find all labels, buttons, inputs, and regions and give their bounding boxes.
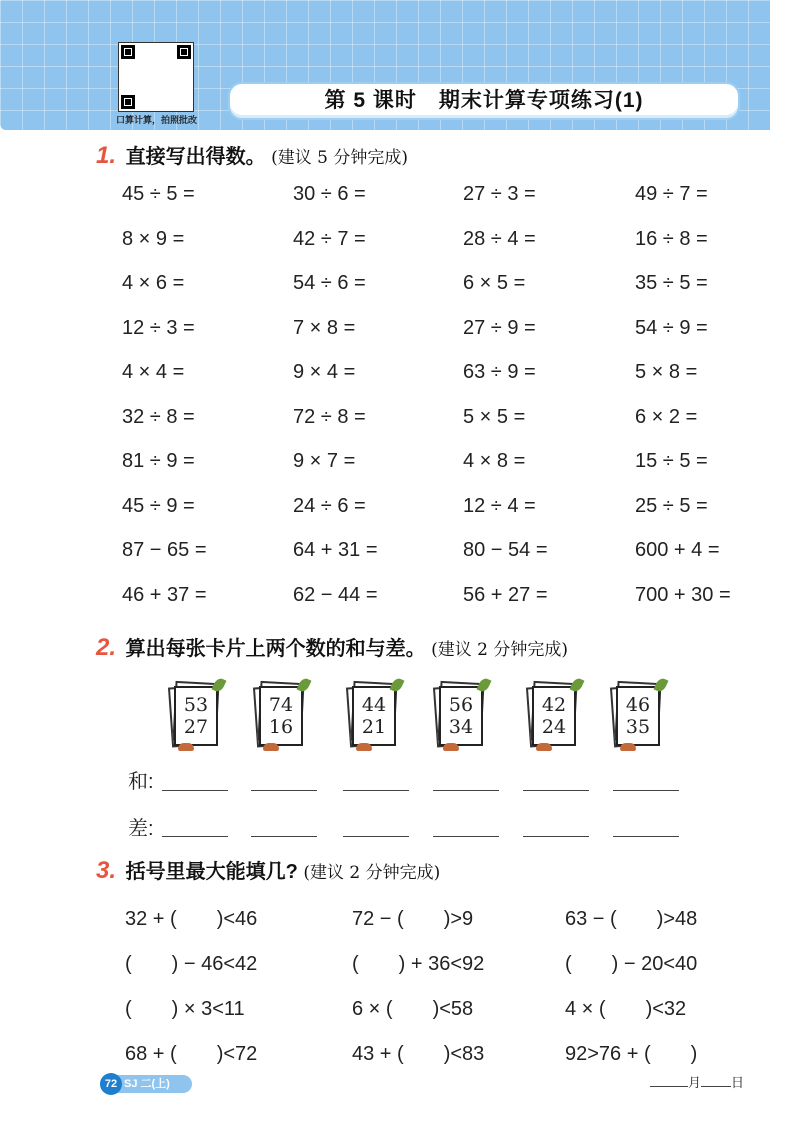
section3-hint: (建议 2 分钟完成) — [303, 863, 441, 883]
problem-row — [0, 183, 800, 213]
card-face — [352, 686, 396, 746]
day-blank[interactable] — [701, 1086, 731, 1087]
diff-label: 差: — [128, 818, 154, 840]
problem-item: 49 ÷ 7 = — [635, 183, 708, 205]
problem-item: 45 ÷ 9 = — [122, 494, 195, 517]
problem-item: 5 × 8 = — [635, 361, 698, 383]
problem-item: 9 × 4 = — [293, 361, 356, 383]
problem-item: 4 × 8 = — [463, 450, 526, 472]
problem-item: 24 ÷ 6 = — [293, 494, 366, 517]
problem-row — [0, 317, 800, 347]
problem-item: 4 × 6 = — [122, 272, 185, 294]
comparison-item[interactable]: 43 + ( )<83 — [352, 1043, 485, 1065]
card-face — [616, 686, 660, 746]
comparison-item[interactable]: ( ) × 3<11 — [125, 998, 245, 1020]
card-bottom-number: 27 — [183, 716, 209, 738]
diff-blank[interactable] — [162, 836, 228, 837]
problem-item: 46 + 37 = — [122, 583, 207, 606]
problem-row — [0, 228, 800, 258]
problem-item: 7 × 8 = — [293, 316, 356, 339]
comparison-row — [0, 992, 800, 1022]
problem-item: 6 × 5 = — [463, 272, 526, 294]
edition-badge: SJ 二(上) — [100, 1075, 192, 1093]
card-top-number: 56 — [448, 694, 474, 716]
card-top-number: 44 — [361, 694, 387, 716]
snail-icon — [620, 743, 636, 751]
comparison-item[interactable]: 63 − ( )>48 — [565, 908, 698, 930]
number-card — [435, 682, 487, 748]
diff-blank[interactable] — [343, 836, 409, 837]
problem-item: 54 ÷ 9 = — [635, 316, 708, 339]
sum-blank[interactable] — [523, 790, 589, 791]
section2-hint: (建议 2 分钟完成) — [431, 640, 569, 660]
problem-item: 700 + 30 = — [635, 583, 731, 606]
card-face — [532, 686, 576, 746]
diff-blank[interactable] — [613, 836, 679, 837]
problem-item: 9 × 7 = — [293, 450, 356, 472]
problem-item: 4 × 4 = — [122, 361, 185, 383]
comparison-item[interactable]: 6 × ( )<58 — [352, 998, 474, 1020]
comparison-item[interactable]: 32 + ( )<46 — [125, 908, 258, 930]
problem-item: 72 ÷ 8 = — [293, 405, 366, 428]
card-top-number: 46 — [625, 694, 651, 716]
qr-caption: 口算计算，拍照批改 — [116, 115, 198, 125]
section2-number: 2. — [96, 634, 117, 661]
sum-blank[interactable] — [162, 790, 228, 791]
snail-icon — [263, 743, 279, 751]
sum-blank[interactable] — [613, 790, 679, 791]
card-top-number: 42 — [541, 694, 567, 716]
card-bottom-number: 16 — [268, 716, 294, 738]
problem-item: 6 × 2 = — [635, 405, 698, 428]
qr-finder — [177, 45, 191, 59]
problem-item: 12 ÷ 3 = — [122, 316, 195, 339]
card-face — [439, 686, 483, 746]
qr-finder — [121, 95, 135, 109]
section3-label: 括号里最大能填几? — [125, 861, 298, 883]
section1-label: 直接写出得数。 — [125, 146, 266, 168]
problem-item: 27 ÷ 9 = — [463, 316, 536, 339]
problem-item: 15 ÷ 5 = — [635, 450, 708, 472]
month-label: 月 — [688, 1075, 702, 1090]
diff-blank[interactable] — [433, 836, 499, 837]
day-label: 日 — [731, 1075, 745, 1090]
snail-icon — [356, 743, 372, 751]
number-card — [528, 682, 580, 748]
number-card — [348, 682, 400, 748]
problem-item: 45 ÷ 5 = — [122, 183, 195, 205]
card-bottom-number: 24 — [541, 716, 567, 738]
comparison-item[interactable]: ( ) + 36<92 — [352, 953, 485, 975]
problem-item: 28 ÷ 4 = — [463, 227, 536, 250]
page-title: 第 5 课时 期末计算专项练习(1) — [228, 82, 740, 120]
problem-item: 32 ÷ 8 = — [122, 405, 195, 428]
qr-finder — [121, 45, 135, 59]
section3-heading — [96, 855, 440, 885]
problem-row — [0, 406, 800, 436]
problem-item: 54 ÷ 6 = — [293, 272, 366, 294]
section2-heading — [96, 632, 568, 662]
comparison-item[interactable]: 92>76 + ( ) — [565, 1043, 698, 1065]
comparison-item[interactable]: 4 × ( )<32 — [565, 998, 687, 1020]
problem-item: 64 + 31 = — [293, 539, 378, 561]
qr-code[interactable] — [118, 42, 194, 112]
problem-row — [0, 495, 800, 525]
card-top-number: 53 — [183, 694, 209, 716]
problem-row — [0, 272, 800, 302]
card-bottom-number: 35 — [625, 716, 651, 738]
problem-item: 16 ÷ 8 = — [635, 227, 708, 250]
card-face — [259, 686, 303, 746]
month-blank[interactable] — [650, 1086, 688, 1087]
comparison-item[interactable]: 72 − ( )>9 — [352, 908, 474, 930]
page-number: 72 — [100, 1073, 122, 1095]
number-card — [170, 682, 222, 748]
section1-heading — [96, 140, 408, 170]
section3-number: 3. — [96, 857, 117, 884]
problem-item: 42 ÷ 7 = — [293, 227, 366, 250]
problem-row — [0, 584, 800, 614]
problem-item: 56 + 27 = — [463, 583, 548, 606]
problem-item: 80 − 54 = — [463, 539, 548, 561]
number-card — [255, 682, 307, 748]
diff-blank[interactable] — [251, 836, 317, 837]
card-row — [0, 678, 800, 758]
problem-item: 5 × 5 = — [463, 405, 526, 428]
diff-blank[interactable] — [523, 836, 589, 837]
comparison-item[interactable]: ( ) − 20<40 — [565, 953, 698, 975]
comparison-item[interactable]: ( ) − 46<42 — [125, 953, 258, 975]
comparison-row — [0, 947, 800, 977]
snail-icon — [536, 743, 552, 751]
snail-icon — [443, 743, 459, 751]
problem-item: 62 − 44 = — [293, 583, 378, 606]
problem-row — [0, 450, 800, 480]
problem-row — [0, 539, 800, 569]
comparison-item[interactable]: 68 + ( )<72 — [125, 1043, 258, 1065]
problem-item: 81 ÷ 9 = — [122, 450, 195, 472]
card-top-number: 74 — [268, 694, 294, 716]
comparison-row — [0, 902, 800, 932]
card-face — [174, 686, 218, 746]
card-bottom-number: 34 — [448, 716, 474, 738]
problem-item: 27 ÷ 3 = — [463, 183, 536, 205]
sum-label: 和: — [128, 771, 154, 793]
problem-item: 12 ÷ 4 = — [463, 494, 536, 517]
section1-number: 1. — [96, 142, 117, 169]
problem-item: 8 × 9 = — [122, 227, 185, 250]
problem-item: 35 ÷ 5 = — [635, 272, 708, 294]
comparison-row — [0, 1037, 800, 1067]
section1-hint: (建议 5 分钟完成) — [271, 148, 409, 168]
sum-blank[interactable] — [343, 790, 409, 791]
date-field — [650, 1072, 744, 1091]
problem-item: 63 ÷ 9 = — [463, 361, 536, 383]
problem-item: 25 ÷ 5 = — [635, 494, 708, 517]
snail-icon — [178, 743, 194, 751]
problem-item: 30 ÷ 6 = — [293, 183, 366, 205]
card-bottom-number: 21 — [361, 716, 387, 738]
section2-label: 算出每张卡片上两个数的和与差。 — [125, 638, 426, 660]
problem-item: 87 − 65 = — [122, 539, 207, 561]
sum-blank[interactable] — [251, 790, 317, 791]
problem-row — [0, 361, 800, 391]
number-card — [612, 682, 664, 748]
sum-blank[interactable] — [433, 790, 499, 791]
problem-item: 600 + 4 = — [635, 539, 720, 561]
